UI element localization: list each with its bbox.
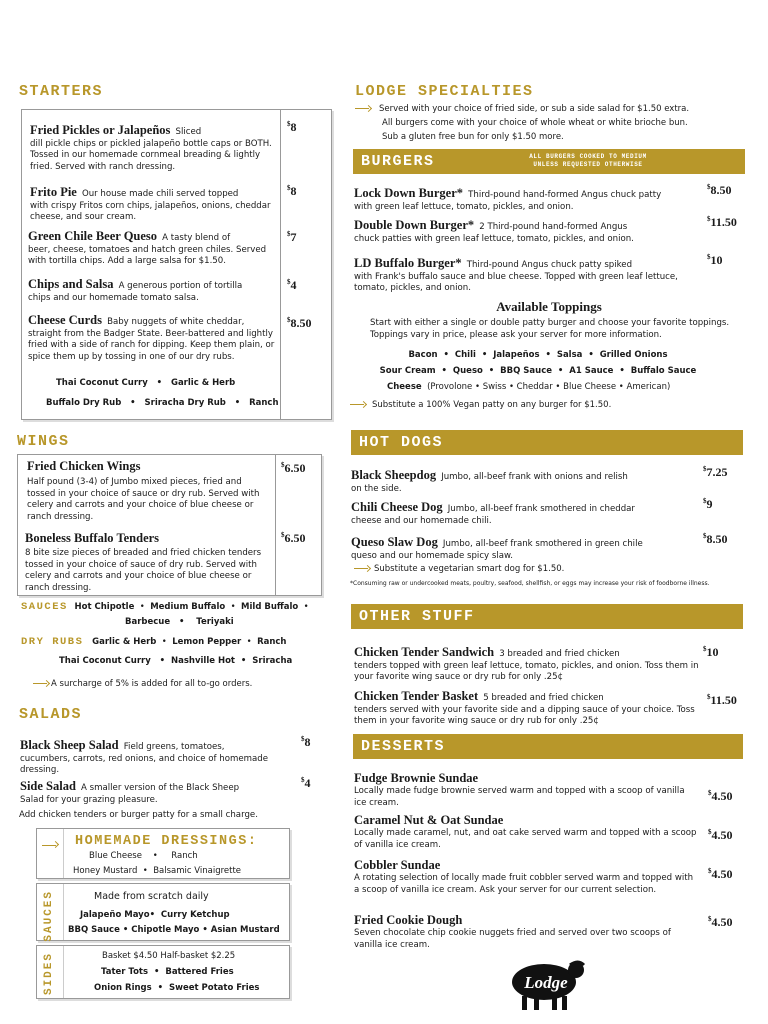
item-price: $4 (287, 278, 297, 292)
item-name: Chips and Salsa (28, 277, 114, 291)
item-desc: with crispy Fritos corn chips, jalapeños, onions, cheddar cheese, and sour cream. (30, 200, 271, 222)
item-name: Queso Slaw Dog (351, 535, 438, 549)
item-price: $8.50 (707, 183, 732, 197)
wings-box (17, 454, 322, 596)
item-price: $6.50 (281, 461, 306, 475)
item-price: $8 (287, 184, 297, 198)
menu-item-cheese-curds (28, 309, 276, 363)
burgers-title: BURGERS (361, 153, 435, 170)
item-name: Caramel Nut & Oat Sundae (354, 813, 504, 827)
item-desc: Jumbo, all-beef frank smothered in green chile (442, 539, 643, 549)
svg-text:Lodge: Lodge (524, 973, 568, 992)
item-name: LD Buffalo Burger* (354, 256, 462, 270)
item-desc: cheese and our homemade chili. (351, 515, 492, 526)
dressings-row2: Honey Mustard • Balsamic Vinaigrette (73, 866, 242, 876)
item-price: $11.50 (707, 693, 737, 707)
burgers-subtitle: ALL BURGERS COOKED TO MEDIUM UNLESS REQUESTED OTHERWISE (529, 153, 647, 168)
item-name: Black Sheep Salad (20, 738, 119, 752)
item-price: $7.25 (703, 465, 728, 479)
starters-heading: STARTERS (19, 83, 104, 100)
vegan-note: Substitute a 100% Vegan patty on any burger for $1.50. (350, 400, 611, 410)
item-desc: chips and our homemade tomato salsa. (28, 292, 199, 303)
arrow-icon (350, 401, 368, 409)
sauces-row2: BBQ Sauce • Chipotle Mayo • Asian Mustard (68, 925, 280, 935)
toppings-row1: Bacon • Chili • Jalapeños • Salsa • Grilled Onions (408, 350, 668, 360)
item-name: Cheese Curds (28, 313, 102, 327)
item-price: $8.50 (287, 316, 312, 330)
dressings-title: HOMEMADE DRESSINGS: (75, 834, 258, 849)
menu-item-lock-down-burger (354, 182, 704, 213)
item-desc: straight from the Badger State. Beer-battered and lightly fried with a side of ranch for dipping. Keep them plain, or spice them up by tossing in one of our dry rubs. (28, 328, 275, 362)
menu-item-chips-salsa (28, 273, 276, 304)
item-desc: 8 bite size pieces of breaded and fried chicken tenders tossed in your choice of sauce of dry rub. Served with celery and carrots and your choice of blue cheese or ranch dressing. (25, 548, 262, 593)
item-price: $8 (287, 120, 297, 134)
item-price: $11.50 (707, 215, 737, 229)
item-price: $7 (287, 230, 297, 244)
item-name: Fried Cookie Dough (354, 913, 463, 927)
item-name: Green Chile Beer Queso (28, 229, 158, 243)
togo-note: A surcharge of 5% is added for all to-go orders. (33, 679, 252, 689)
item-name: Frito Pie (30, 185, 77, 199)
menu-item-frito-pie (30, 181, 276, 224)
sauces-head: Made from scratch daily (94, 891, 209, 902)
menu-item-fried-cookie-dough (354, 913, 699, 951)
menu-item-green-chile-queso (28, 225, 276, 268)
dressings-row1: Blue Cheese • Ranch (89, 851, 198, 861)
lodge-note3: Sub a gluten free bun for only $1.50 more. (382, 132, 564, 142)
price-divider (275, 455, 276, 595)
burgers-banner (353, 149, 745, 174)
item-name: Cobbler Sundae (354, 858, 441, 872)
food-safety-disclaimer: *Consuming raw or undercooked meats, poultry, seafood, shellfish, or eggs may increase your risk of foodborne illness. (350, 580, 710, 587)
item-desc: chuck patties with green leaf lettuce, tomato, pickles, and onion. (354, 233, 634, 244)
item-desc: 2 Third-pound hand-formed Angus (479, 222, 628, 232)
sides-side-label: SIDES (43, 952, 55, 996)
item-desc: Sliced (175, 127, 202, 137)
item-desc: queso and our homemade spicy slaw. (351, 550, 513, 561)
sauces-side-label: SAUCES (43, 890, 55, 942)
item-price: $10 (703, 645, 719, 659)
salads-heading: SALADS (19, 706, 83, 723)
item-name: Black Sheepdog (351, 468, 437, 482)
item-desc: Locally made caramel, nut, and oat cake served warm and topped with a scoop of vanilla ice cream. (354, 828, 697, 850)
item-price: $10 (707, 253, 723, 267)
hotdogs-banner: HOT DOGS (351, 430, 743, 455)
item-price: $9 (703, 497, 713, 511)
item-name: Chili Cheese Dog (351, 500, 443, 514)
item-price: $6.50 (281, 531, 306, 545)
item-desc: cucumbers, carrots, red onions, and choice of homemade dressing. (20, 753, 268, 775)
item-price: $4.50 (708, 828, 733, 842)
price-divider (280, 110, 281, 419)
item-desc: A generous portion of tortilla (118, 281, 243, 291)
item-desc: Baby nuggets of white cheddar, (107, 317, 245, 327)
item-desc: A smaller version of the Black Sheep (81, 783, 240, 793)
item-desc: A rotating selection of locally made fruit cobbler served warm and topped with a scoop of vanilla ice cream. Ask your server for our current selection. (354, 873, 694, 895)
menu-item-black-sheep-salad (20, 734, 292, 777)
item-name: Double Down Burger* (354, 218, 475, 232)
rub-options-row1: Thai Coconut Curry • Garlic & Herb (56, 378, 236, 388)
item-desc: Our house made chili served topped (81, 189, 239, 199)
toppings-desc: Start with either a single or double patty burger and choose your favorite toppings. Toppings vary in price, please ask your server for more information. (370, 318, 730, 340)
item-desc: tenders topped with green leaf lettuce, tomato, pickles, and onion. Toss them in your favorite wing sauce or dry rub for only .25¢ (354, 660, 699, 682)
item-name: Fried Chicken Wings (27, 459, 141, 473)
menu-item-brownie-sundae (354, 771, 699, 809)
item-desc: with Frank's buffalo sauce and blue cheese. Topped with green leaf lettuce, tomato, pickles, and onion. (354, 271, 678, 293)
item-desc: A tasty blend of (162, 233, 231, 243)
menu-item-tender-basket (354, 685, 699, 728)
item-name: Fudge Brownie Sundae (354, 771, 479, 785)
item-name: Lock Down Burger* (354, 186, 464, 200)
menu-item-double-down-burger (354, 214, 704, 245)
wing-dry-rubs-row2: Thai Coconut Curry • Nashville Hot • Sriracha (59, 656, 293, 666)
item-name: Side Salad (20, 779, 76, 793)
veg-dog-note: Substitute a vegetarian smart dog for $1.50. (354, 564, 564, 574)
item-desc: beer, cheese, tomatoes and hatch green chiles. Served with tortilla chips. Add a large salsa for $1.50. (28, 244, 267, 266)
dressings-box (36, 828, 290, 879)
menu-item-ld-buffalo-burger (354, 252, 699, 295)
menu-item-cobbler-sundae (354, 858, 699, 896)
item-desc: Third-pound hand-formed Angus chuck patty (468, 190, 662, 200)
other-banner: OTHER STUFF (351, 604, 743, 629)
item-name: Boneless Buffalo Tenders (25, 531, 160, 545)
desserts-banner: DESSERTS (353, 734, 743, 759)
sides-row1: Tater Tots • Battered Fries (101, 967, 234, 977)
sauces-box (36, 883, 290, 941)
item-name: Chicken Tender Sandwich (354, 645, 495, 659)
item-desc: Field greens, tomatoes, (123, 742, 225, 752)
lodge-heading: LODGE SPECIALTIES (355, 83, 534, 100)
item-price: $4 (301, 776, 311, 790)
menu-item-chili-cheese-dog (351, 496, 696, 527)
starters-box (21, 109, 332, 420)
item-price: $4.50 (708, 915, 733, 929)
item-desc: Half pound (3-4) of Jumbo mixed pieces, fried and tossed in your choice of sauce or dry rub. Served with celery and carrots and your choice of blue cheese or ranch dressing. (27, 477, 260, 522)
item-desc: 3 breaded and fried chicken (499, 649, 620, 659)
wings-heading: WINGS (17, 433, 70, 450)
sauces-row1: Jalapeño Mayo• Curry Ketchup (80, 910, 230, 920)
item-desc: with green leaf lettuce, tomato, pickles, and onion. (354, 201, 574, 212)
item-name: Chicken Tender Basket (354, 689, 479, 703)
arrow-icon (355, 105, 373, 113)
toppings-row2: Sour Cream • Queso • BBQ Sauce • A1 Sauce • Buffalo Sauce (379, 366, 697, 376)
item-desc: on the side. (351, 483, 402, 494)
sides-row2: Onion Rings • Sweet Potato Fries (94, 983, 260, 993)
item-price: $8.50 (703, 532, 728, 546)
menu-item-boneless-tenders (25, 531, 272, 594)
menu-item-black-sheepdog (351, 464, 696, 495)
item-price: $4.50 (708, 867, 733, 881)
item-desc: Salad for your grazing pleasure. (20, 794, 158, 805)
item-name: Fried Pickles or Jalapeños (30, 123, 171, 137)
menu-item-chicken-wings (27, 459, 272, 523)
wing-sauces: SAUCES Hot Chipotle • Medium Buffalo • Mild Buffalo • (21, 601, 309, 613)
cheese-options: Cheese (Provolone • Swiss • Cheddar • Blue Cheese • American) (387, 382, 671, 392)
menu-item-queso-slaw-dog (351, 531, 696, 562)
arrow-icon (42, 841, 60, 849)
lodge-note2: All burgers come with your choice of whole wheat or white brioche bun. (382, 118, 688, 128)
wing-dry-rubs: DRY RUBS Garlic & Herb • Lemon Pepper • Ranch (21, 636, 287, 648)
item-price: $4.50 (708, 789, 733, 803)
lodge-sheep-logo (506, 956, 588, 1012)
rub-options-row2: Buffalo Dry Rub • Sriracha Dry Rub • Ranch (46, 398, 279, 408)
arrow-icon (33, 680, 51, 688)
sides-head: Basket $4.50 Half-basket $2.25 (102, 951, 236, 961)
menu-item-caramel-sundae (354, 813, 699, 851)
arrow-icon (354, 565, 372, 573)
add-protein-note: Add chicken tenders or burger patty for a small charge. (19, 810, 258, 820)
lodge-note1: Served with your choice of fried side, or sub a side salad for $1.50 extra. (355, 104, 689, 114)
sides-box (36, 945, 290, 999)
item-desc: tenders served with your favorite side and a dipping sauce of your choice. Toss them in your favorite wing sauce or dry rub for only .25¢ (354, 704, 695, 726)
wing-sauces-row2: Barbecue • Teriyaki (125, 617, 234, 627)
item-desc: Seven chocolate chip cookie nuggets fried and served over two scoops of vanilla ice cream. (354, 928, 671, 950)
menu-item-fried-pickles (30, 119, 276, 173)
item-desc: dill pickle chips or pickled jalapeño bottle caps or BOTH. Tossed in our homemade cornmeal breading & lightly fried. Served with ranch dressing. (30, 138, 272, 172)
toppings-title: Available Toppings (496, 299, 602, 314)
item-price: $8 (301, 735, 311, 749)
item-desc: Locally made fudge brownie served warm and topped with a scoop of vanilla ice cream. (354, 786, 685, 808)
menu-item-tender-sandwich (354, 641, 699, 684)
item-desc: 5 breaded and fried chicken (483, 693, 604, 703)
item-desc: Jumbo, all-beef frank with onions and relish (441, 472, 628, 482)
item-desc: Jumbo, all-beef frank smothered in cheddar (447, 504, 635, 514)
item-desc: Third-pound Angus chuck patty spiked (466, 260, 633, 270)
menu-item-side-salad (20, 775, 292, 806)
